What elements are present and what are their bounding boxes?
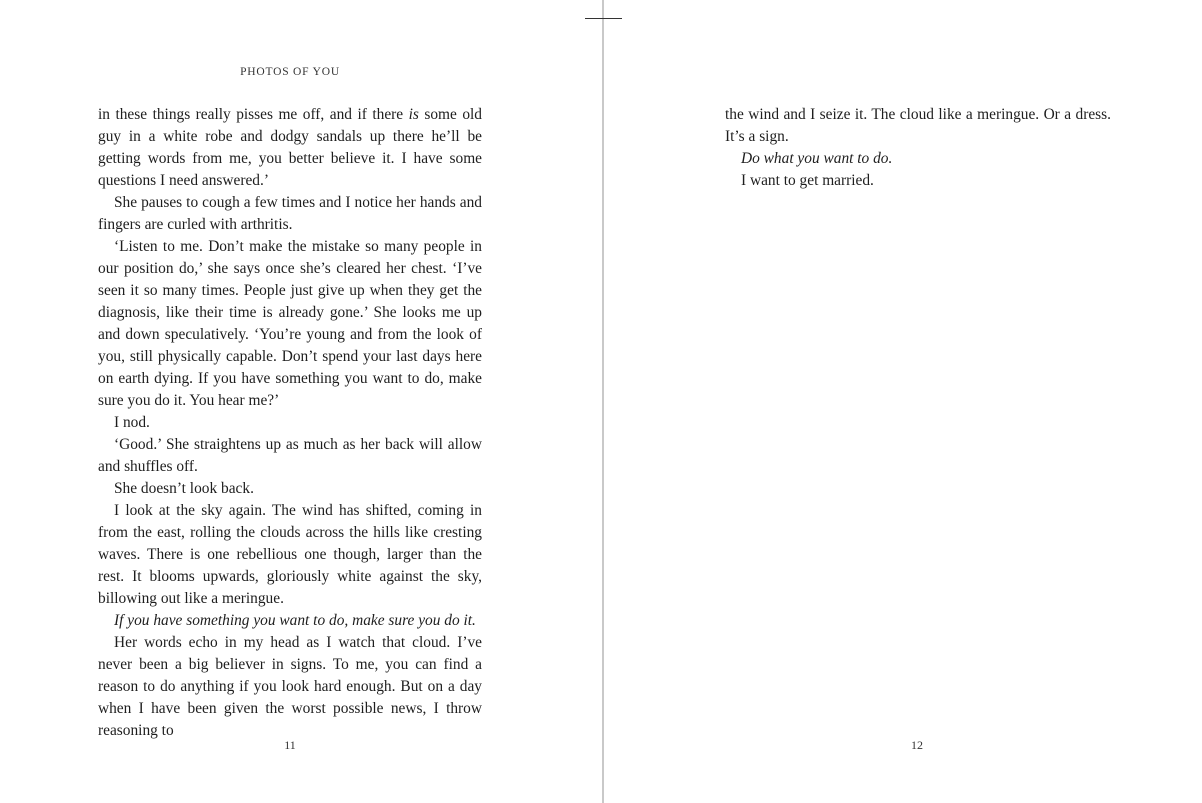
paragraph: the wind and I seize it. The cloud like a meringue. Or a dress. It’s a sign.: [725, 106, 1111, 145]
paragraph: She pauses to cough a few times and I notice her hands and fingers are curled with arthritis.: [98, 194, 482, 233]
running-head: PHOTOS OF YOU: [240, 66, 340, 78]
right-page: [604, 0, 1202, 803]
paragraph: She doesn’t look back.: [114, 480, 254, 497]
page-number: 12: [911, 738, 923, 752]
page-number: 11: [284, 738, 296, 752]
left-page-text: [98, 104, 482, 742]
paragraph: ‘Good.’ She straightens up as much as her back will allow and shuffles off.: [98, 436, 482, 475]
paragraph: I want to get married.: [741, 172, 874, 189]
text-run: some old guy in a white robe and dodgy sandals up there he’ll be getting words from me, you better believe it. I have some questions I need answered.’: [98, 106, 483, 189]
paragraph: Her words echo in my head as I watch that cloud. I’ve never been a big believer in signs. To me, you can find a reason to do anything if you look hard enough. But on a day when I have been given the worst possible news, I throw reasoning to: [98, 634, 482, 739]
right-page-text: [725, 104, 1111, 192]
emphasis-text: is: [408, 106, 419, 123]
paragraph: I nod.: [114, 414, 150, 431]
italic-thought: If you have something you want to do, make sure you do it.: [114, 612, 476, 629]
text-run: in these things really pisses me off, and if there: [98, 106, 409, 123]
italic-thought: Do what you want to do.: [741, 150, 893, 167]
paragraph: I look at the sky again. The wind has shifted, coming in from the east, rolling the clouds across the hills like cresting waves. There is one rebellious one though, larger than the rest. It blooms upwards, gloriously white against the sky, billowing out like a meringue.: [98, 502, 482, 607]
paragraph: [98, 104, 482, 192]
paragraph: ‘Listen to me. Don’t make the mistake so many people in our position do,’ she says once she’s cleared her chest. ‘I’ve seen it so many times. People just give up when they get the diagnosis, like their time is already gone.’ She looks me up and down speculatively. ‘You’re young and from the look of you, still physically capable. Don’t spend your last days here on earth dying. If you have something you want to do, make sure you do it. You hear me?’: [98, 238, 482, 409]
